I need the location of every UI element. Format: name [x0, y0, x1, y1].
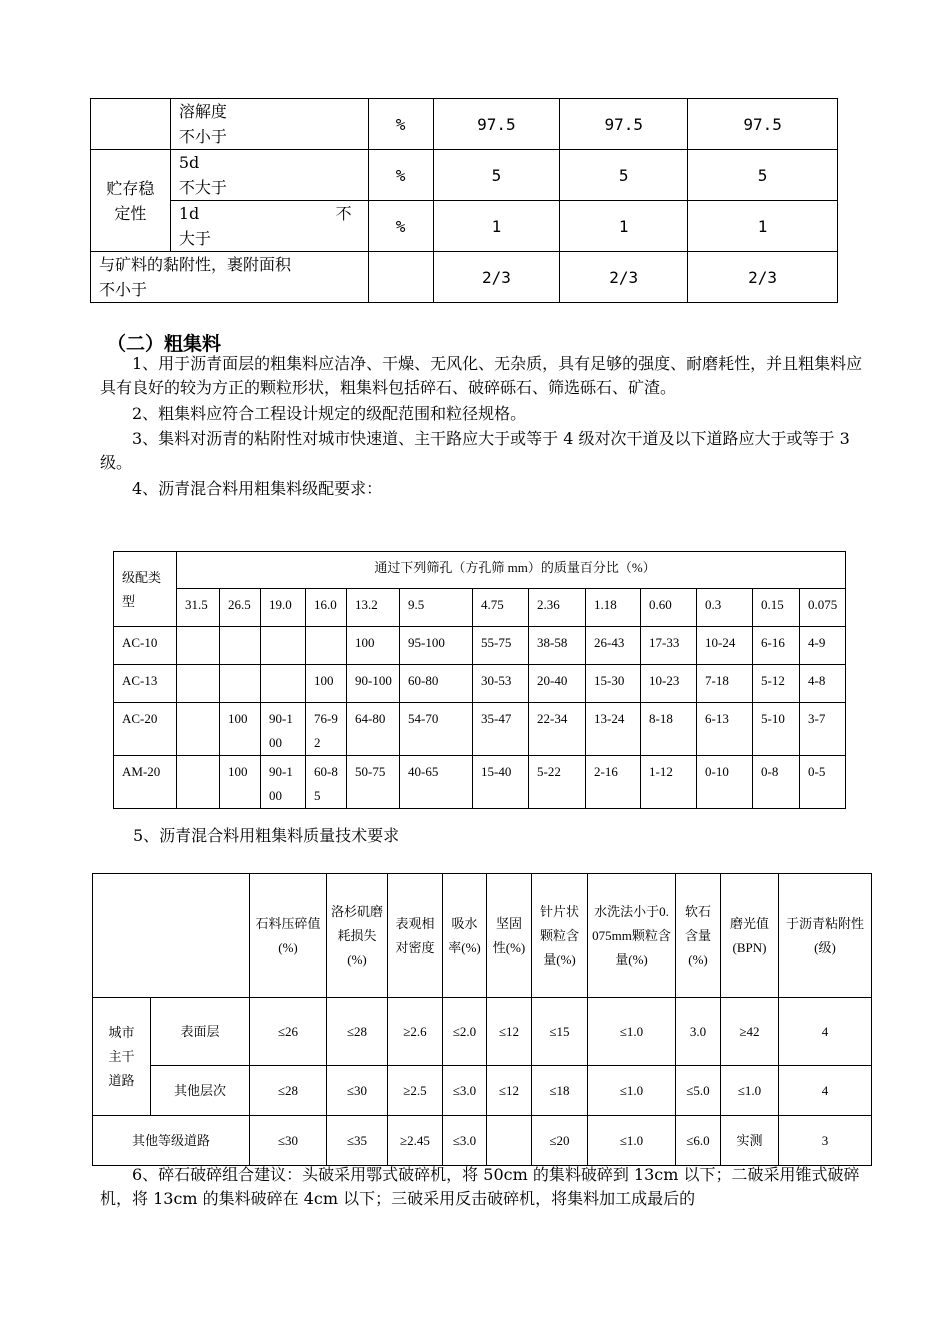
table-cell: 5 — [688, 150, 838, 201]
layer-name-cell: 其他层次 — [151, 1066, 250, 1116]
layer-name-cell: 其他等级道路 — [93, 1116, 250, 1166]
paragraph-3: 3、集料对沥青的粘附性对城市快速道、主干路应大于或等于 4 级对次干道及以下道路应大于或等于 3 级。 — [100, 429, 850, 472]
table-cell: 100 — [220, 703, 261, 756]
table-cell — [177, 665, 220, 703]
table-cell: 贮存稳 定性 — [91, 150, 171, 252]
table-cell: 97.5 — [560, 99, 688, 150]
table-row — [114, 627, 846, 665]
table-cell: 6-13 — [697, 703, 753, 756]
table-row — [93, 1066, 872, 1116]
table-cell: 20-40 — [529, 665, 586, 703]
gradation-type-cell: AC-10 — [114, 627, 177, 665]
table-row — [114, 665, 846, 703]
table-cell: 97.5 — [688, 99, 838, 150]
table-cell: 3-7 — [800, 703, 846, 756]
gradation-type-cell: AM-20 — [114, 756, 177, 809]
sieve-size-cell: 31.5 — [177, 589, 220, 627]
table-cell: 76-92 — [306, 703, 347, 756]
table-cell: 100 — [347, 627, 400, 665]
table-cell: 95-100 — [400, 627, 473, 665]
table-cell: ≥2.5 — [388, 1066, 443, 1116]
sieve-size-cell: 9.5 — [400, 589, 473, 627]
table-cell: ≥42 — [721, 998, 779, 1066]
table-cell: 10-24 — [697, 627, 753, 665]
gradation-table — [113, 551, 846, 809]
paragraph-2: 2、粗集料应符合工程设计规定的级配范围和粒径规格。 — [132, 404, 527, 423]
table-cell: 15-40 — [473, 756, 529, 809]
table-cell — [306, 627, 347, 665]
table-cell: 1 — [560, 201, 688, 252]
table-cell: 100 — [306, 665, 347, 703]
table-cell: 90-100 — [261, 756, 306, 809]
table-cell: 2/3 — [433, 252, 560, 303]
table-cell: 50-75 — [347, 756, 400, 809]
table-cell: 60-80 — [400, 665, 473, 703]
table-cell: 60-85 — [306, 756, 347, 809]
table-cell: 0-8 — [753, 756, 800, 809]
table-cell: 1 — [433, 201, 560, 252]
gradation-type-cell: AC-20 — [114, 703, 177, 756]
sieve-size-cell: 4.75 — [473, 589, 529, 627]
table-cell: ≤3.0 — [443, 1116, 487, 1166]
table-cell: ≤18 — [532, 1066, 588, 1116]
paragraph-6: 6、碎石破碎组合建议：头破采用鄂式破碎机，将 50cm 的集料破碎到 13cm 以下；二破采用锥式破碎机，将 13cm 的集料破碎在 4cm 以下；三破采用反击破碎机，将集料加工成最后的 — [100, 1165, 860, 1208]
table-cell: 溶解度 不小于 — [170, 99, 368, 150]
table-cell: ≤30 — [327, 1066, 388, 1116]
table-cell: 6-16 — [753, 627, 800, 665]
table-cell — [91, 99, 171, 150]
column-header: 吸水率(%) — [443, 874, 487, 998]
table-cell: 通过下列筛孔（方孔筛 mm）的质量百分比（%） — [177, 552, 846, 589]
column-header: 磨光值(BPN) — [721, 874, 779, 998]
table-cell: ≤5.0 — [676, 1066, 721, 1116]
table-cell: ≤26 — [250, 998, 327, 1066]
table-cell: 2/3 — [688, 252, 838, 303]
table-cell: 54-70 — [400, 703, 473, 756]
table-cell: 5 — [433, 150, 560, 201]
table-cell: 4 — [779, 998, 872, 1066]
table-cell: ≤20 — [532, 1116, 588, 1166]
column-header: 针片状颗粒含量(%) — [532, 874, 588, 998]
table-cell — [261, 665, 306, 703]
column-header: 水洗法小于0.075mm颗粒含量(%) — [588, 874, 676, 998]
table-cell: 13-24 — [586, 703, 641, 756]
table-cell: ≤12 — [487, 998, 532, 1066]
table-cell: % — [368, 99, 433, 150]
road-group-cell: 城市主干道路 — [93, 998, 151, 1116]
table-cell: 实测 — [721, 1116, 779, 1166]
table-cell: % — [368, 201, 433, 252]
table-cell: 7-18 — [697, 665, 753, 703]
layer-name-cell: 表面层 — [151, 998, 250, 1066]
table-cell: 26-43 — [586, 627, 641, 665]
table-cell: 38-58 — [529, 627, 586, 665]
table-row — [91, 99, 838, 150]
table-cell — [170, 201, 368, 252]
table-cell: 30-53 — [473, 665, 529, 703]
table-cell: 97.5 — [433, 99, 560, 150]
sieve-size-cell: 19.0 — [261, 589, 306, 627]
table-cell: 5-12 — [753, 665, 800, 703]
table-cell: 4-8 — [800, 665, 846, 703]
table-cell: 90-100 — [261, 703, 306, 756]
table-cell: ≤2.0 — [443, 998, 487, 1066]
table-cell: ≥2.6 — [388, 998, 443, 1066]
table-cell — [220, 665, 261, 703]
sieve-size-cell: 2.36 — [529, 589, 586, 627]
table-cell: 40-65 — [400, 756, 473, 809]
section-heading: （二）粗集料 — [107, 333, 222, 355]
table-cell: ≥2.45 — [388, 1116, 443, 1166]
table-row — [91, 201, 838, 252]
table-cell: 15-30 — [586, 665, 641, 703]
cell-text: 1d — [178, 204, 200, 223]
table-cell: 3.0 — [676, 998, 721, 1066]
column-header: 表观相对密度 — [388, 874, 443, 998]
table-row — [93, 1116, 872, 1166]
table-cell: ≤1.0 — [721, 1066, 779, 1116]
table-cell: ≤1.0 — [588, 1066, 676, 1116]
table-header-row — [93, 874, 872, 998]
sieve-size-cell: 0.075 — [800, 589, 846, 627]
table-cell: % — [368, 150, 433, 201]
table-cell — [220, 627, 261, 665]
table-cell: ≤1.0 — [588, 1116, 676, 1166]
table-cell: 2-16 — [586, 756, 641, 809]
table-cell: 1-12 — [641, 756, 697, 809]
column-header: 洛杉矶磨耗损失(%) — [327, 874, 388, 998]
table-cell: 64-80 — [347, 703, 400, 756]
table-cell: ≤15 — [532, 998, 588, 1066]
table-cell: 4-9 — [800, 627, 846, 665]
paragraph-1: 1、用于沥青面层的粗集料应洁净、干燥、无风化、无杂质，具有足够的强度、耐磨耗性，并且粗集料应具有良好的较为方正的颗粒形状，粗集料包括碎石、破碎砾石、筛选砾石、矿渣。 — [100, 354, 863, 397]
column-header: 软石含量(%) — [676, 874, 721, 998]
table-cell — [177, 703, 220, 756]
gradation-type-cell: AC-13 — [114, 665, 177, 703]
table-header-row — [114, 589, 846, 627]
table-cell: 35-47 — [473, 703, 529, 756]
table-cell: 10-23 — [641, 665, 697, 703]
column-header: 坚固性(%) — [487, 874, 532, 998]
column-header: 于沥青粘附性(级) — [779, 874, 872, 998]
table-cell: 4 — [779, 1066, 872, 1116]
table-cell: 17-33 — [641, 627, 697, 665]
table-row — [91, 252, 838, 303]
table-cell: 2/3 — [560, 252, 688, 303]
table-cell — [261, 627, 306, 665]
table-cell: 5 — [560, 150, 688, 201]
table-cell: 0-5 — [800, 756, 846, 809]
table-cell: 55-75 — [473, 627, 529, 665]
table-cell: ≤1.0 — [588, 998, 676, 1066]
table-row — [93, 998, 872, 1066]
sieve-size-cell: 0.3 — [697, 589, 753, 627]
table-cell — [177, 756, 220, 809]
table-row — [114, 756, 846, 809]
table-cell: 90-100 — [347, 665, 400, 703]
table-cell: 级配类型 — [114, 552, 177, 627]
cell-text: 大于 — [178, 229, 211, 248]
table-cell: 与矿料的黏附性，裹附面积 不小于 — [91, 252, 369, 303]
table-cell: 0-10 — [697, 756, 753, 809]
table-cell: ≤3.0 — [443, 1066, 487, 1116]
paragraph-4: 4、沥青混合料用粗集料级配要求： — [132, 479, 383, 498]
table-cell: ≤28 — [250, 1066, 327, 1116]
table-cell: 1 — [688, 201, 838, 252]
sieve-size-cell: 26.5 — [220, 589, 261, 627]
table-cell: 8-18 — [641, 703, 697, 756]
sieve-size-cell: 0.15 — [753, 589, 800, 627]
table-cell: 3 — [779, 1116, 872, 1166]
bitumen-spec-table — [90, 98, 838, 303]
table-cell: 22-34 — [529, 703, 586, 756]
table-cell — [368, 252, 433, 303]
table-cell: 100 — [220, 756, 261, 809]
table-cell: ≤6.0 — [676, 1116, 721, 1166]
sieve-size-cell: 16.0 — [306, 589, 347, 627]
table-cell: 5d 不大于 — [170, 150, 368, 201]
table-cell — [93, 874, 250, 998]
table-cell: 5-10 — [753, 703, 800, 756]
table-cell — [487, 1116, 532, 1166]
sieve-size-cell: 0.60 — [641, 589, 697, 627]
table-cell: ≤28 — [327, 998, 388, 1066]
sieve-size-cell: 13.2 — [347, 589, 400, 627]
column-header: 石料压碎值(%) — [250, 874, 327, 998]
table-cell — [177, 627, 220, 665]
sieve-size-cell: 1.18 — [586, 589, 641, 627]
paragraph-5: 5、沥青混合料用粗集料质量技术要求 — [133, 826, 400, 845]
quality-table — [92, 873, 872, 1166]
table-cell: ≤30 — [250, 1116, 327, 1166]
table-header-row — [114, 552, 846, 589]
table-cell: 5-22 — [529, 756, 586, 809]
table-row — [114, 703, 846, 756]
table-cell: ≤12 — [487, 1066, 532, 1116]
cell-text: 不 — [335, 204, 352, 223]
table-row — [91, 150, 838, 201]
table-cell: ≤35 — [327, 1116, 388, 1166]
